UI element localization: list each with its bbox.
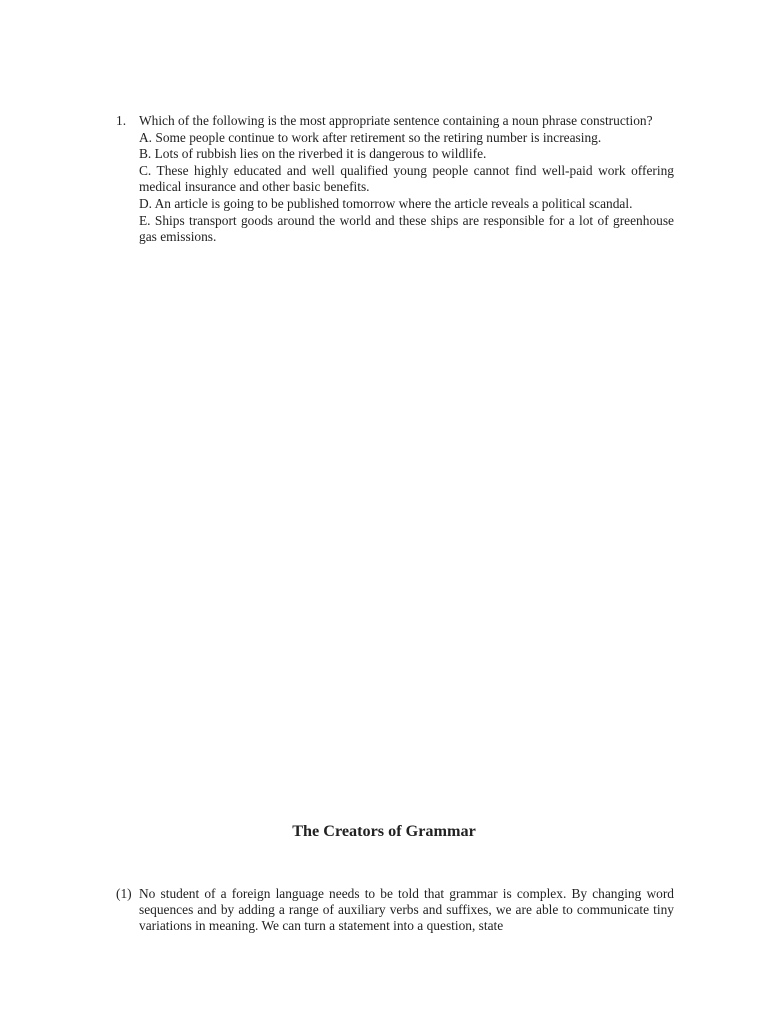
question-row (116, 113, 674, 246)
option-a: A. Some people continue to work after retirement so the retiring number is increasing. (139, 129, 602, 145)
question-text: Which of the following is the most appropriate sentence containing a noun phrase construction? (139, 113, 653, 128)
question-1 (116, 113, 674, 246)
question-body (139, 113, 674, 246)
option-e: E. Ships transport goods around the world and these ships are responsible for a lot of greenhouse gas emissions. (139, 212, 674, 245)
article-paragraph-1 (116, 886, 674, 935)
option-d: D. An article is going to be published tomorrow where the article reveals a political scandal. (139, 195, 633, 211)
paragraph-number: (1) (116, 886, 132, 901)
question-number: 1. (116, 113, 127, 128)
paragraph-row (116, 886, 674, 935)
article-title: The Creators of Grammar (292, 822, 476, 840)
option-c: C. These highly educated and well qualified young people cannot find well-paid work offering medical insurance and other basic benefits. (139, 162, 674, 195)
paragraph-text: No student of a foreign language needs to be told that grammar is complex. By changing word sequences and by adding a range of auxiliary verbs and suffixes, we are able to communicate tiny variations in meaning. We can turn a statement into a question, state (139, 886, 674, 934)
option-b: B. Lots of rubbish lies on the riverbed it is dangerous to wildlife. (139, 146, 487, 162)
